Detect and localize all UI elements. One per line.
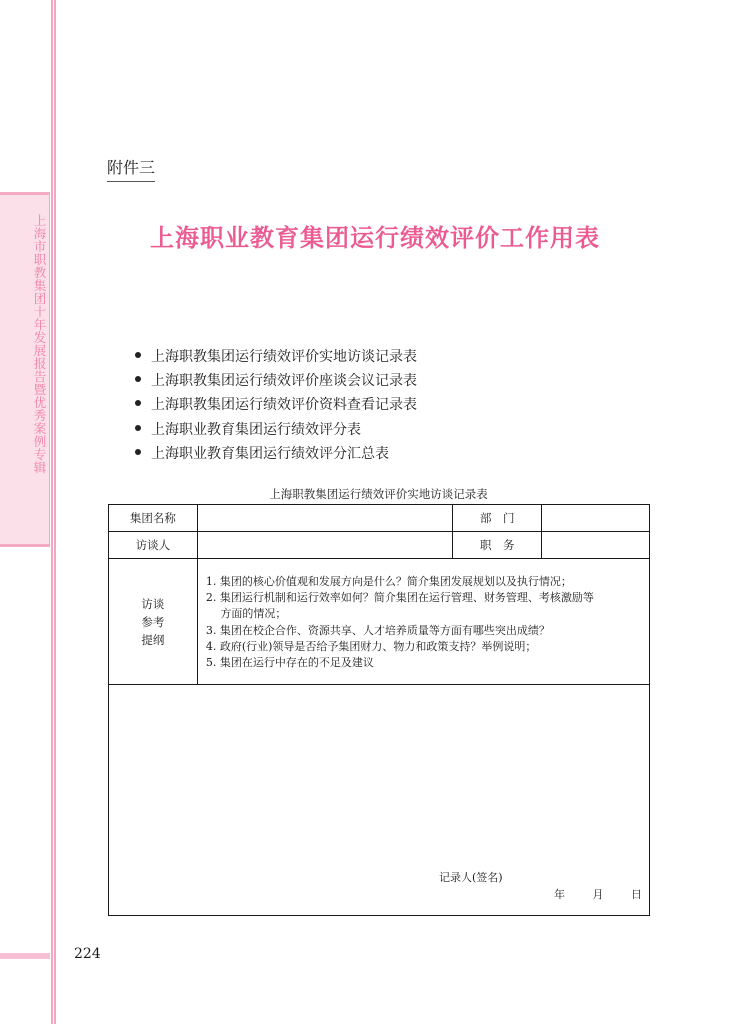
prompt-item: 4. 政府(行业)领导是否给予集团财力、物力和政策支持？举例说明； [205, 639, 537, 653]
interviewee-field[interactable] [197, 532, 452, 559]
interview-record-form [108, 504, 650, 916]
sidebar-bottom-bar [0, 953, 50, 959]
prompt-item: 方面的情况； [205, 607, 287, 621]
prompt-outline [197, 559, 649, 685]
group-name-field[interactable] [197, 505, 452, 532]
prompt-label-line: 访谈 [141, 596, 165, 611]
bullet-icon [135, 425, 141, 431]
prompt-item: 3. 集团在校企合作、资源共享、人才培养质量等方面有哪些突出成绩？ [205, 623, 550, 637]
page-edge-line [54, 0, 56, 1024]
list-item-text: 上海职业教育集团运行绩效评分汇总表 [151, 445, 389, 462]
bullet-icon [135, 352, 141, 358]
sidebar-vertical-title: 上海市职教集团十年发展报告暨优秀案例专辑 [32, 214, 47, 474]
list-item [135, 371, 417, 395]
prompt-outline-label [109, 559, 198, 685]
prompt-label-line: 参考 [141, 614, 165, 629]
recorder-signature-label: 记录人(签名) [439, 871, 503, 884]
page-title: 上海职业教育集团运行绩效评价工作用表 [150, 223, 600, 252]
appendix-label: 附件三 [107, 155, 155, 182]
page-number: 224 [74, 946, 101, 962]
bullet-icon [135, 376, 141, 382]
prompt-item: 1. 集团的核心价值观和发展方向是什么？简介集团发展规划以及执行情况； [205, 574, 572, 588]
bullet-icon [135, 449, 141, 455]
list-item-text: 上海职业教育集团运行绩效评分表 [151, 421, 361, 438]
notes-area[interactable] [109, 685, 650, 916]
list-item [135, 420, 417, 444]
list-item [135, 444, 417, 468]
prompt-item: 2. 集团运行机制和运行效率如何？简介集团在运行管理、财务管理、考核激励等 [205, 590, 594, 604]
bullet-icon [135, 400, 141, 406]
table-list [135, 347, 417, 468]
list-item-text: 上海职教集团运行绩效评价实地访谈记录表 [151, 349, 417, 365]
date-label: 年 月 日 [554, 888, 642, 901]
list-item [135, 395, 417, 419]
list-item [135, 347, 417, 371]
department-label: 部 门 [453, 505, 542, 532]
list-item-text: 上海职教集团运行绩效评价资料查看记录表 [151, 397, 417, 414]
list-item-text: 上海职教集团运行绩效评价座谈会议记录表 [151, 373, 417, 390]
form-caption: 上海职教集团运行绩效评价实地访谈记录表 [269, 487, 488, 501]
group-name-label: 集团名称 [109, 505, 198, 532]
prompt-label-line: 提纲 [141, 632, 165, 647]
interviewee-label: 访谈人 [109, 532, 198, 559]
position-field[interactable] [542, 532, 650, 559]
department-field[interactable] [542, 505, 650, 532]
prompt-item: 5. 集团在运行中存在的不足及建议 [205, 656, 374, 670]
position-label: 职 务 [453, 532, 542, 559]
page-edge-line [51, 0, 53, 1024]
